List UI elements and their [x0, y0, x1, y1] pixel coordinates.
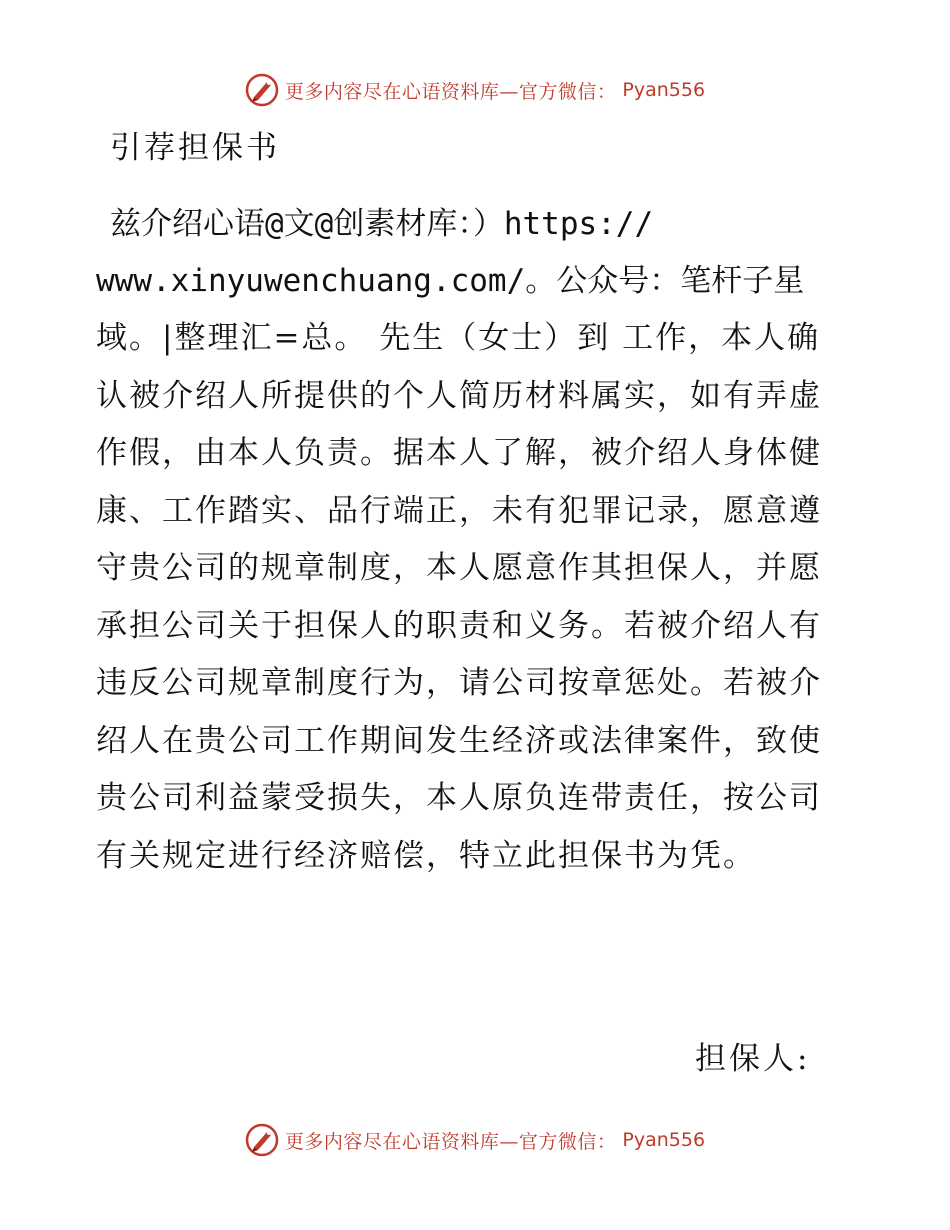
header-banner-wechat: Pyan556: [622, 79, 706, 101]
body-line-10: 绍人在贵公司工作期间发生经济或法律案件，致使: [96, 723, 822, 759]
body-line-5: 作假，由本人负责。据本人了解，被介绍人身体健: [96, 435, 822, 471]
body-line-4: 认被介绍人所提供的个人简历材料属实，如有弄虚: [96, 378, 822, 414]
footer-banner-text: 更多内容尽在心语资料库—官方微信：: [284, 1130, 617, 1153]
footer-banner-wechat: Pyan556: [622, 1129, 706, 1151]
body-line-7: 守贵公司的规章制度，本人愿意作其担保人，并愿: [96, 550, 822, 586]
body-line-3: 域。|整理汇=总。 先生（女士）到 工作，本人确: [96, 320, 821, 356]
guarantor-signature-label: 担保人:: [695, 1041, 811, 1077]
body-line-12: 有关规定进行经济赔偿，特立此担保书为凭。: [96, 838, 756, 874]
body-line-8: 承担公司关于担保人的职责和义务。若被介绍人有: [96, 608, 822, 644]
body-line-6: 康、工作踏实、品行端正，未有犯罪记录，愿意遵: [96, 493, 822, 529]
header-banner-text: 更多内容尽在心语资料库—官方微信：: [284, 80, 617, 103]
footer-banner: [0, 1120, 950, 1160]
body-line-2: www.xinyuwenchuang.com/。公众号：笔杆子星: [96, 263, 805, 299]
header-banner: [0, 70, 950, 110]
body-line-9: 违反公司规章制度行为，请公司按章惩处。若被介: [96, 665, 822, 701]
body-line-11: 贵公司利益蒙受损失，本人原负连带责任，按公司: [96, 780, 822, 816]
pen-logo-icon: [245, 1123, 279, 1157]
document-title: 引荐担保书: [110, 130, 280, 166]
pen-logo-icon: [245, 73, 279, 107]
body-line-1: 兹介绍心语@文@创素材库：）https://: [110, 206, 654, 242]
